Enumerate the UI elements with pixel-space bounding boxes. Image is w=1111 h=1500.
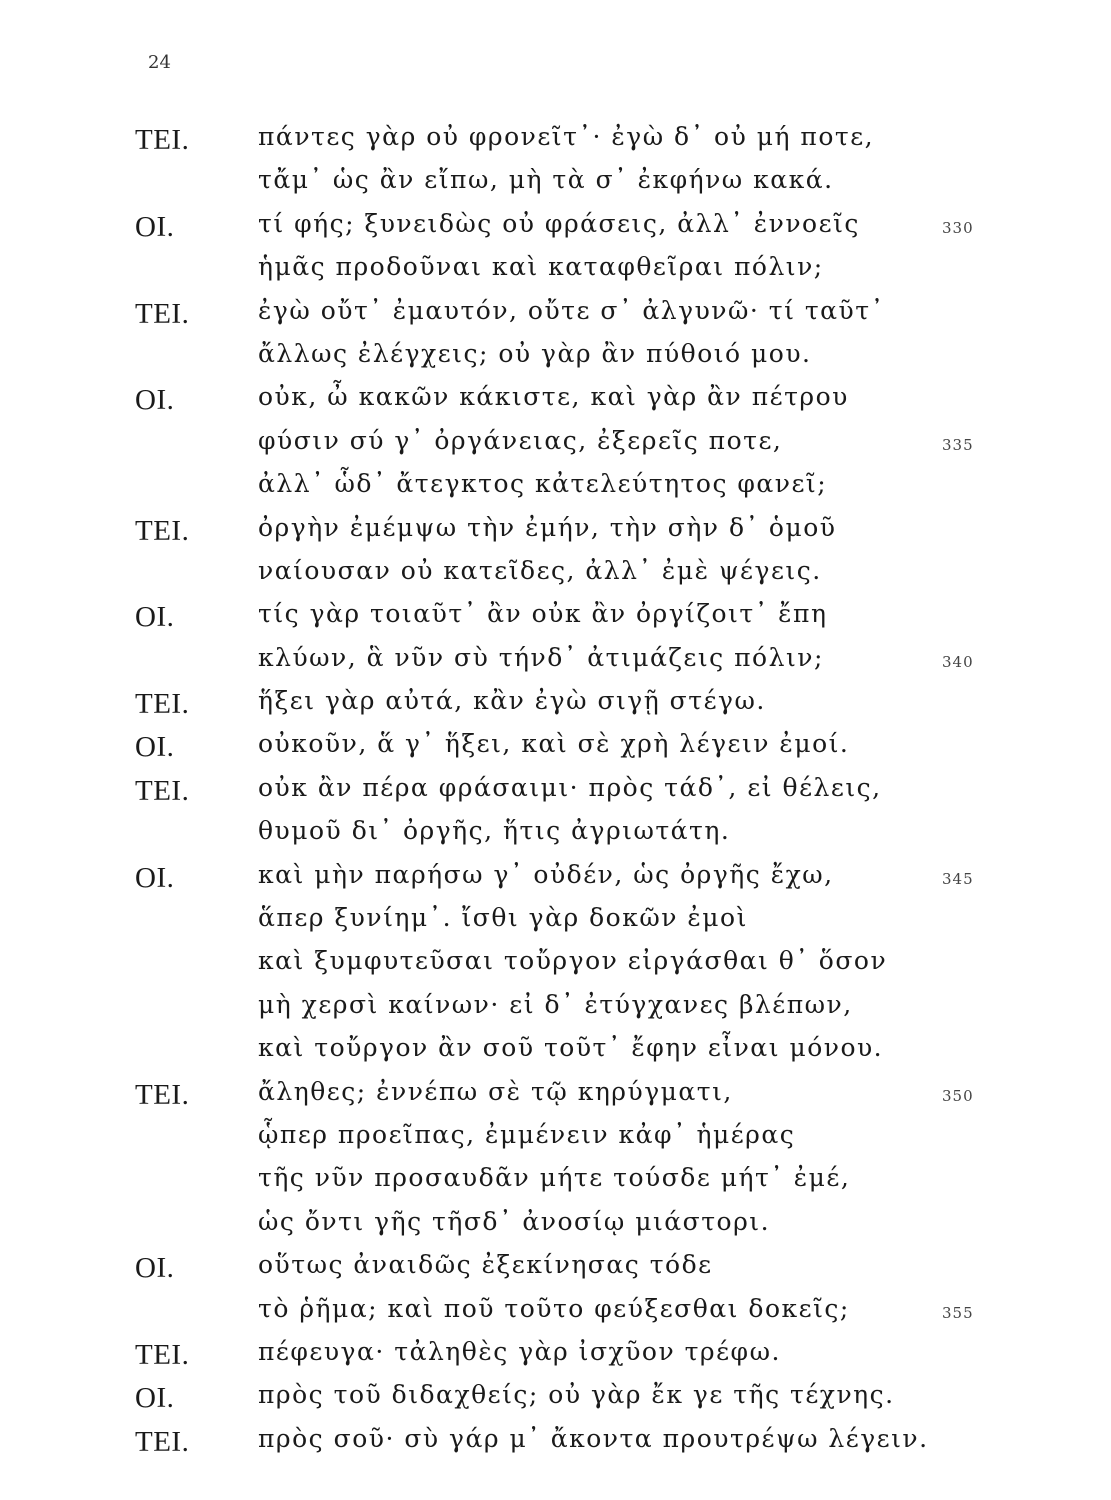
speaker-label: ΤΕΙ.	[135, 774, 190, 807]
verse-list	[0, 122, 1111, 1467]
verse-text: ὀργὴν ἐμέμψω τὴν ἐμήν, τὴν σὴν δ᾽ ὁμοῦ	[258, 512, 837, 542]
verse-line	[0, 1120, 1111, 1163]
speaker-label: ΤΕΙ.	[135, 1425, 190, 1458]
verse-line	[0, 860, 1111, 903]
verse-text: πάντες γὰρ οὐ φρονεῖτ᾽· ἐγὼ δ᾽ οὐ μή ποτε,	[258, 122, 875, 151]
speaker-label: ΤΕΙ.	[135, 688, 190, 721]
line-number: 350	[942, 1086, 974, 1105]
verse-line	[0, 903, 1111, 946]
line-number: 335	[942, 435, 974, 454]
speaker-label: ΟΙ.	[135, 1252, 175, 1285]
speaker-label: ΤΕΙ.	[135, 514, 190, 547]
verse-line	[0, 1424, 1111, 1467]
verse-text: οὐκ ἂν πέρα φράσαιμι· πρὸς τάδ᾽, εἰ θέλεις,	[258, 772, 882, 802]
verse-line	[0, 1250, 1111, 1293]
verse-text: ἄλλως ἐλέγχεις; οὐ γὰρ ἂν πύθοιό μου.	[258, 338, 812, 368]
verse-text: καὶ τοὔργον ἂν σοῦ τοῦτ᾽ ἔφην εἶναι μόνου.	[258, 1033, 884, 1063]
verse-line	[0, 296, 1111, 339]
verse-line	[0, 469, 1111, 512]
verse-text: ναίουσαν οὐ κατεῖδες, ἀλλ᾽ ἐμὲ ψέγεις.	[258, 555, 822, 585]
verse-line	[0, 1380, 1111, 1423]
verse-text: μὴ χερσὶ καίνων· εἰ δ᾽ ἐτύγχανες βλέπων,	[258, 989, 853, 1019]
verse-line	[0, 426, 1111, 469]
speaker-label: ΟΙ.	[135, 384, 175, 417]
speaker-label: ΟΙ.	[135, 1382, 175, 1415]
verse-text: τἄμ᾽ ὡς ἂν εἴπω, μὴ τὰ σ᾽ ἐκφήνω κακά.	[258, 165, 834, 195]
verse-line	[0, 1077, 1111, 1120]
verse-text: φύσιν σύ γ᾽ ὀργάνειας, ἐξερεῖς ποτε,	[258, 425, 783, 455]
verse-text: πρὸς τοῦ διδαχθείς; οὐ γὰρ ἔκ γε τῆς τέχνης.	[258, 1380, 895, 1410]
line-number: 330	[942, 218, 974, 237]
verse-line	[0, 1337, 1111, 1380]
verse-text: οὕτως ἀναιδῶς ἐξεκίνησας τόδε	[258, 1250, 713, 1280]
verse-text: ἐγὼ οὔτ᾽ ἐμαυτόν, οὔτε σ᾽ ἀλγυνῶ· τί ταῦτ᾽	[258, 295, 885, 325]
verse-line	[0, 686, 1111, 729]
speaker-label: ΟΙ.	[135, 861, 175, 894]
line-number: 345	[942, 869, 974, 888]
verse-text: καὶ ξυμφυτεῦσαι τοὔργον εἰργάσθαι θ᾽ ὅσον	[258, 946, 888, 976]
verse-line	[0, 209, 1111, 252]
verse-text: ᾧπερ προεῖπας, ἐμμένειν κἀφ᾽ ἡμέρας	[258, 1119, 796, 1149]
speaker-label: ΤΕΙ.	[135, 1078, 190, 1111]
verse-line	[0, 513, 1111, 556]
verse-text: πρὸς σοῦ· σὺ γάρ μ᾽ ἄκοντα προυτρέψω λέγειν.	[258, 1423, 929, 1453]
verse-text: ἡμᾶς προδοῦναι καὶ καταφθεῖραι πόλιν;	[258, 252, 824, 282]
verse-line	[0, 773, 1111, 816]
speaker-label: ΤΕΙ.	[135, 297, 190, 330]
verse-line	[0, 946, 1111, 989]
verse-line	[0, 1294, 1111, 1337]
verse-line	[0, 556, 1111, 599]
verse-text: θυμοῦ δι᾽ ὀργῆς, ἥτις ἀγριωτάτη.	[258, 816, 731, 846]
verse-text: τῆς νῦν προσαυδᾶν μήτε τούσδε μήτ᾽ ἐμέ,	[258, 1163, 851, 1193]
speaker-label: ΟΙ.	[135, 731, 175, 764]
verse-text: τίς γὰρ τοιαῦτ᾽ ἂν οὐκ ἂν ὀργίζοιτ᾽ ἔπη	[258, 599, 828, 629]
speaker-label: ΤΕΙ.	[135, 1338, 190, 1371]
verse-text: καὶ μὴν παρήσω γ᾽ οὐδέν, ὡς ὀργῆς ἔχω,	[258, 859, 834, 889]
page-number: 24	[148, 52, 171, 73]
line-number: 340	[942, 652, 974, 671]
verse-line	[0, 122, 1111, 165]
verse-text: τί φής; ξυνειδὼς οὐ φράσεις, ἀλλ᾽ ἐννοεῖς	[258, 208, 860, 238]
verse-text: ἥξει γὰρ αὐτά, κἂν ἐγὼ σιγῇ στέγω.	[258, 686, 766, 716]
speaker-label: ΤΕΙ.	[135, 124, 190, 156]
verse-line	[0, 1163, 1111, 1206]
speaker-label: ΟΙ.	[135, 210, 175, 243]
verse-line	[0, 1033, 1111, 1076]
verse-text: ὡς ὄντι γῆς τῆσδ᾽ ἀνοσίῳ μιάστορι.	[258, 1206, 771, 1236]
verse-text: οὐκ, ὦ κακῶν κάκιστε, καὶ γὰρ ἂν πέτρου	[258, 382, 849, 412]
verse-line	[0, 729, 1111, 772]
verse-text: κλύων, ἃ νῦν σὺ τήνδ᾽ ἀτιμάζεις πόλιν;	[258, 642, 824, 672]
verse-line	[0, 1207, 1111, 1250]
speaker-label: ΟΙ.	[135, 601, 175, 634]
verse-line	[0, 165, 1111, 208]
verse-line	[0, 990, 1111, 1033]
verse-text: ἄληθες; ἐννέπω σὲ τῷ κηρύγματι,	[258, 1076, 733, 1106]
verse-line	[0, 252, 1111, 295]
verse-line	[0, 339, 1111, 382]
verse-line	[0, 599, 1111, 642]
verse-text: ἀλλ᾽ ὧδ᾽ ἄτεγκτος κἀτελεύτητος φανεῖ;	[258, 469, 828, 499]
verse-line	[0, 816, 1111, 859]
verse-text: τὸ ῥῆμα; καὶ ποῦ τοῦτο φεύξεσθαι δοκεῖς;	[258, 1293, 850, 1323]
verse-text: πέφευγα· τἀληθὲς γὰρ ἰσχῦον τρέφω.	[258, 1336, 781, 1366]
verse-text: οὐκοῦν, ἅ γ᾽ ἥξει, καὶ σὲ χρὴ λέγειν ἐμοί.	[258, 729, 850, 759]
verse-line	[0, 643, 1111, 686]
verse-text: ἅπερ ξυνίημ᾽. ἴσθι γὰρ δοκῶν ἐμοὶ	[258, 903, 748, 933]
line-number: 355	[942, 1303, 974, 1322]
verse-line	[0, 382, 1111, 425]
